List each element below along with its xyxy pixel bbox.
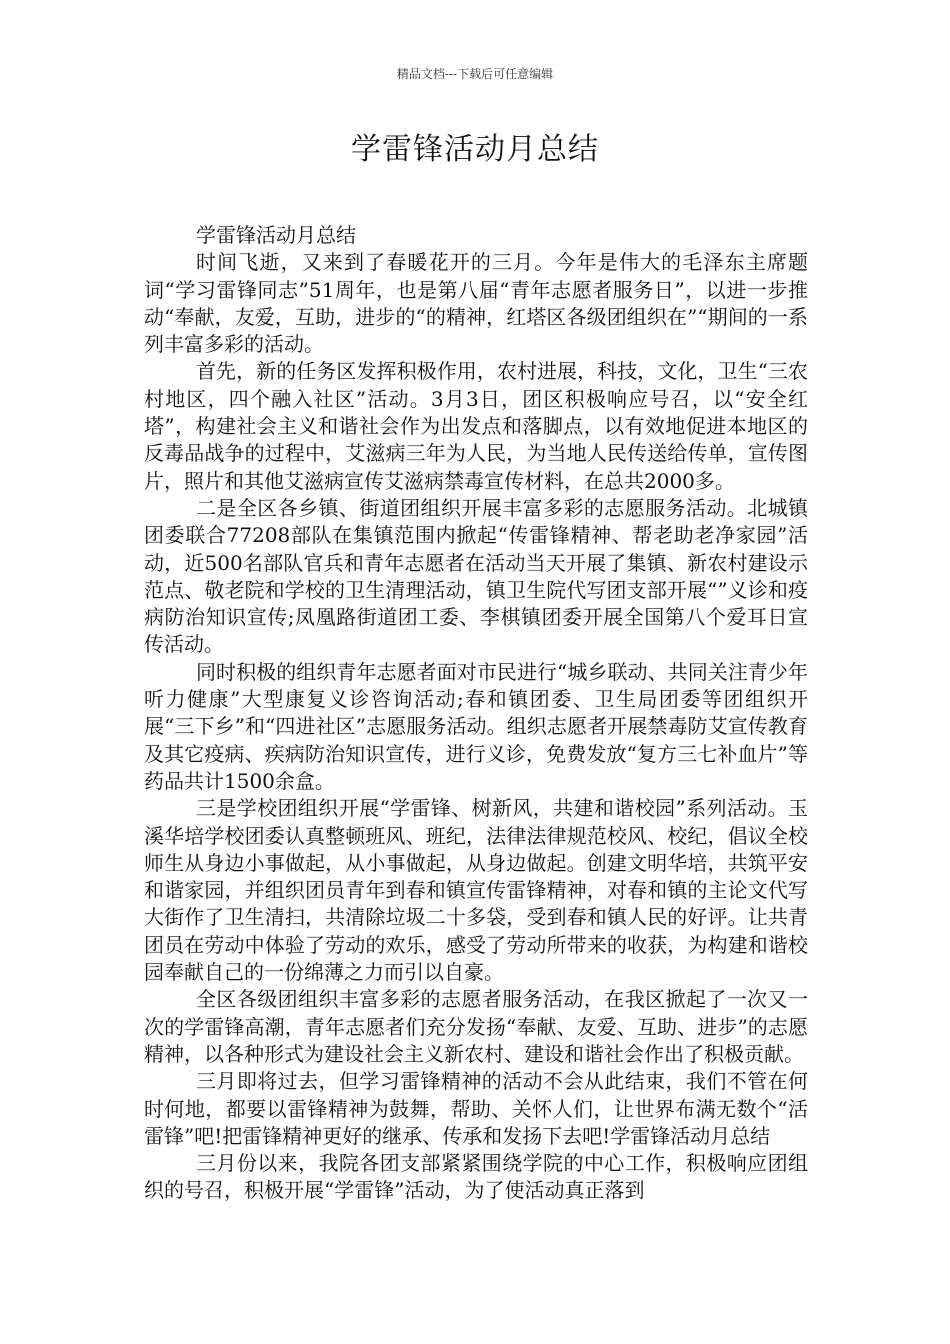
header-note: 精品文档---下载后可任意编辑 bbox=[396, 67, 554, 81]
paragraph: 首先，新的任务区发挥积极作用，农村进展，科技，文化，卫生“三农村地区，四个融入社区”活动。3月3日，团区积极响应号召，以“安全红塔”，构建社会主义和谐社会作为出发点和落脚点，以有效地促进本地区的反毒品战争的过程中，艾滋病三年为人民，为当地人民传送给传单，宣传图片，照片和其他艾滋病宣传艾滋病禁毒宣传材料，在总共2000多。 bbox=[144, 359, 808, 493]
paragraph: 时间飞逝，又来到了春暖花开的三月。今年是伟大的毛泽东主席题词“学习雷锋同志”51周年，也是第八届“青年志愿者服务日”，以进一步推动“奉献，友爱，互助，进步的“的精神，红塔区各级团组织在”“期间的一系列丰富多彩的活动。 bbox=[144, 250, 808, 357]
paragraph: 三月份以来，我院各团支部紧紧围绕学院的中心工作，积极响应团组织的号召，积极开展“学雷锋”活动，为了使活动真正落到 bbox=[144, 1151, 808, 1203]
paragraph: 同时积极的组织青年志愿者面对市民进行“城乡联动、共同关注青少年听力健康”大型康复义诊咨询活动;春和镇团委、卫生局团委等团组织开展“三下乡”和“四进社区”志愿服务活动。组织志愿者开展禁毒防艾宣传教育及其它疫病、疾病防治知识宣传，进行义诊，免费发放“复方三七补血片”等药品共计1500余盒。 bbox=[144, 659, 808, 793]
document-body bbox=[144, 222, 808, 1205]
paragraph-subtitle: 学雷锋活动月总结 bbox=[196, 223, 356, 247]
paragraph: 全区各级团组织丰富多彩的志愿者服务活动，在我区掀起了一次又一次的学雷锋高潮，青年志愿者们充分发扬“奉献、友爱、互助、进步”的志愿精神，以各种形式为建设社会主义新农村、建设和谐社会作出了积极贡献。 bbox=[144, 987, 808, 1066]
document-title: 学雷锋活动月总结 bbox=[351, 132, 599, 167]
paragraph: 三月即将过去，但学习雷锋精神的活动不会从此结束，我们不管在何时何地，都要以雷锋精神为鼓舞，帮助、关怀人们，让世界布满无数个“活雷锋”吧!把雷锋精神更好的继承、传承和发扬下去吧!学雷锋活动月总结 bbox=[144, 1069, 808, 1148]
paragraph: 二是全区各乡镇、街道团组织开展丰富多彩的志愿服务活动。北城镇团委联合77208部队在集镇范围内掀起“传雷锋精神、帮老助老净家园”活动，近500名部队官兵和青年志愿者在活动当天开展了集镇、新农村建设示范点、敬老院和学校的卫生清理活动，镇卫生院代写团支部开展“”义诊和疫病防治知识宣传;凤凰路街道团工委、李棋镇团委开展全国第八个爱耳日宣传活动。 bbox=[144, 495, 808, 657]
paragraph: 三是学校团组织开展“学雷锋、树新风，共建和谐校园”系列活动。玉溪华培学校团委认真整顿班风、班纪，法律法律规范校风、校纪，倡议全校师生从身边小事做起，从小事做起，从身边做起。创建文明华培，共筑平安和谐家园，并组织团员青年到春和镇宣传雷锋精神，对春和镇的主论文代写大街作了卫生清扫，共清除垃圾二十多袋，受到春和镇人民的好评。让共青团员在劳动中体验了劳动的欢乐，感受了劳动所带来的收获，为构建和谐校园奉献自己的一份绵薄之力而引以自豪。 bbox=[144, 796, 808, 985]
